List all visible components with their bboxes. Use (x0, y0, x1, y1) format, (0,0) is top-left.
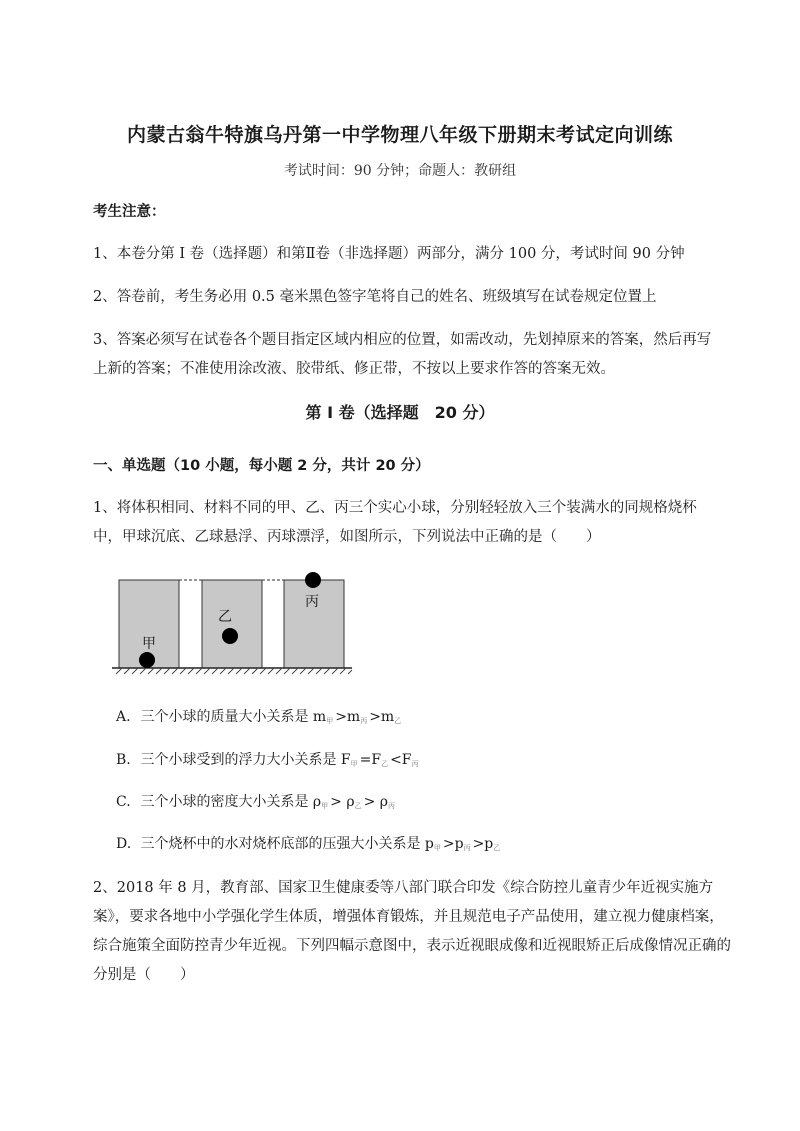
notice-heading: 考生注意： (93, 204, 166, 220)
option-a[interactable] (116, 707, 403, 731)
page-title: 内蒙古翁牛特旗乌丹第一中学物理八年级下册期末考试定向训练 (126, 124, 673, 146)
section-title: 第 I 卷（选择题 20 分） (305, 403, 495, 422)
exam-subtitle: 考试时间：90 分钟；命题人：教研组 (283, 163, 517, 179)
option-expr: $m_甲 >m_丙 >m_乙$ (312, 709, 402, 725)
label-yi: 乙 (218, 609, 232, 625)
question-1-stem: 1、将体积相同、材料不同的甲、乙、丙三个实心小球，分别轻轻放入三个装满水的同规格烧杯中，甲球沉底、乙球悬浮、丙球漂浮，如图所示，下列说法中正确的是（ ） (93, 500, 697, 545)
table-hatching (116, 668, 352, 674)
notice-item-1: 1、本卷分第 I 卷（选择题）和第Ⅱ卷（非选择题）两部分，满分 100 分，考试时间 90 分钟 (93, 246, 685, 262)
question-2-stem: 2、2018 年 8 月，教育部、国家卫生健康委等八部门联合印发《综合防控儿童青少年近视实施方案》，要求各地中小学强化学生体质，增强体育锻炼，并且规范电子产品使用，建立视力健康档案，综合施策全面防控青少年近视。下列四幅示意图中，表示近视眼成像和近视眼矫正后成像情况正确的分别是（ ） (93, 880, 731, 983)
part-heading: 一、单选题（10 小题，每小题 2 分，共计 20 分） (93, 458, 430, 474)
option-expr: $p_甲 >p_丙 >p_乙$ (424, 836, 501, 852)
option-d[interactable] (116, 834, 502, 858)
option-text: 三个小球的密度大小关系是 (140, 794, 309, 810)
option-letter: A. (116, 709, 131, 725)
option-text: 三个小球受到的浮力大小关系是 (140, 752, 337, 768)
beaker-2 (202, 580, 262, 668)
notice-item-3: 3、答案必须写在试卷各个题目指定区域内相应的位置，如需改动，先划掉原来的答案，然后再写上新的答案；不准使用涂改液、胶带纸、修正带，不按以上要求作答的答案无效。 (93, 332, 712, 377)
option-letter: D. (116, 836, 132, 852)
label-jia: 甲 (142, 636, 156, 652)
notice-item-2: 2、答卷前，考生务必用 0.5 毫米黑色签字笔将自己的姓名、班级填写在试卷规定位置上 (93, 289, 657, 305)
option-letter: C. (116, 794, 131, 810)
option-letter: B. (116, 752, 131, 768)
ball-jia (139, 652, 155, 668)
option-b[interactable] (116, 750, 421, 774)
label-bing: 丙 (305, 594, 319, 610)
option-text: 三个小球的质量大小关系是 (140, 709, 309, 725)
option-expr: $F_甲 =F_乙 <F_丙$ (340, 752, 419, 768)
ball-yi (222, 628, 238, 644)
ball-bing (305, 572, 321, 588)
option-expr: $\rho_甲 > \rho_乙 > \rho_丙$ (312, 794, 395, 810)
option-c[interactable] (116, 792, 397, 816)
beakers-figure (112, 566, 362, 681)
option-text: 三个烧杯中的水对烧杯底部的压强大小关系是 (140, 836, 421, 852)
